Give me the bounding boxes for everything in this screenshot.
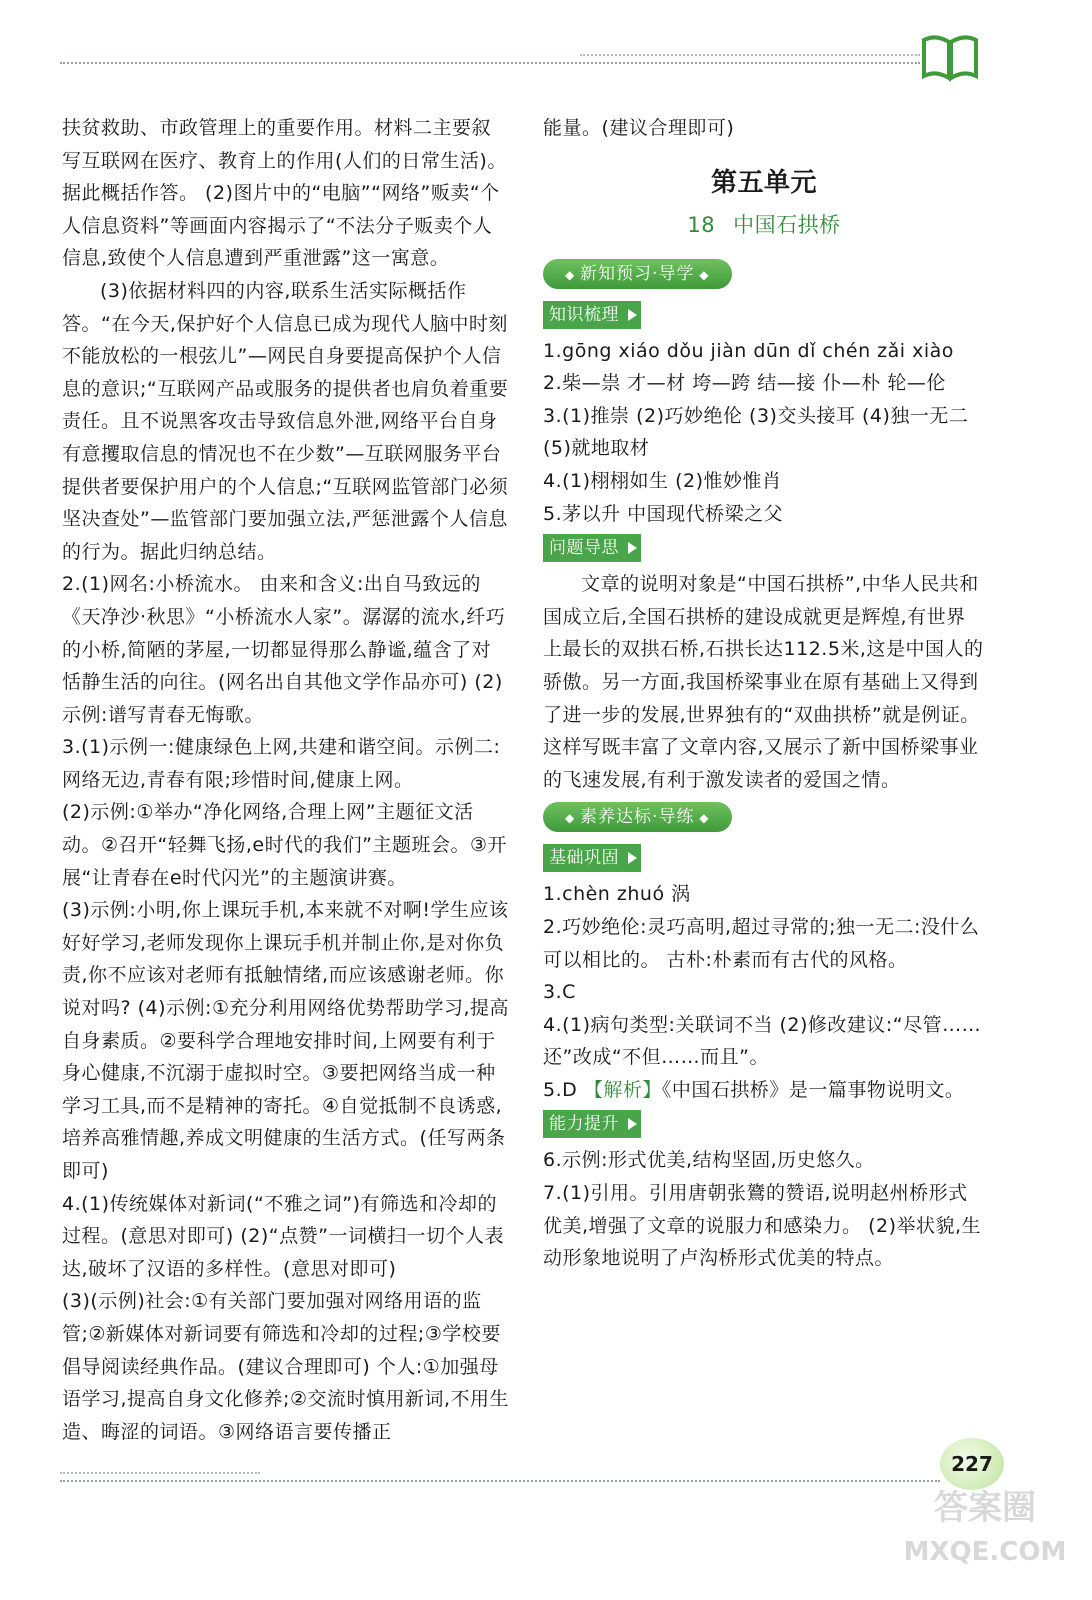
section-pill-practice: ◆ 素养达标·导练 ◆ — [543, 802, 732, 832]
left-paragraph-8: (3)(示例)社会:①有关部门要加强对网络用语的监管;②新媒体对新词要有筛选和冷却的过程;③学校要倡导阅读经典作品。(建议合理即可) 个人:①加强母语学习,提高自身文化修养;②交流时慎用新词,不用生造、晦涩的词语。③网络语言要传播正 — [62, 1290, 510, 1443]
left-paragraph-5: (2)示例:①举办“净化网络,合理上网”主题征文活动。②召开“轻舞飞扬,e时代的我们”主题班会。③开展“让青春在e时代闪光”的主题演讲赛。 — [62, 801, 507, 889]
left-paragraph-4: 3.(1)示例一:健康绿色上网,共建和谐空间。示例二:网络无边,青春有限;珍惜时间,健康上网。 — [62, 736, 501, 791]
open-book-icon — [920, 30, 980, 82]
watermark-line-2: MXQE.COM — [903, 1537, 1067, 1567]
lesson-number: 18 — [687, 212, 716, 237]
footer-dotted-line — [60, 1480, 940, 1482]
tag-ability: 能力提升 — [543, 1110, 641, 1138]
knowledge-item-3: 3.(1)推崇 (2)巧妙绝伦 (3)交头接耳 (4)独一无二 (5)就地取材 — [543, 404, 969, 460]
guide-paragraph: 文章的说明对象是“中国石拱桥”,中华人民共和国成立后,全国石拱桥的建设成就更是辉煌,有世界上最长的双拱石桥,石拱长达112.5米,这是中国人的骄傲。另一方面,我国桥梁事业在原有基础上又得到了进一步的发展,世界独有的“双曲拱桥”就是例证。这样写既丰富了文章内容,又展示了新中国桥梁事业的飞速发展,有利于激发读者的爱国之情。 — [543, 573, 984, 791]
right-column — [543, 112, 985, 1275]
tag-knowledge: 知识梳理 — [543, 301, 641, 329]
header-dotted-line — [60, 62, 920, 64]
basics-item-1: 1.chèn zhuó 涡 — [543, 883, 691, 906]
left-paragraph-1: 扶贫救助、市政管理上的重要作用。材料二主要叙写互联网在医疗、教育上的作用(人们的日常生活)。据此概括作答。 (2)图片中的“电脑”“网络”贩卖“个人信息资料”等画面内容揭示了“不法分子贩卖个人信息,致使个人信息遭到严重泄露”这一寓意。 — [62, 117, 507, 270]
basics-item-3: 3.C — [543, 981, 576, 1004]
lesson-heading — [543, 209, 985, 241]
watermark — [890, 1486, 1080, 1586]
left-column — [62, 112, 510, 1448]
basics-item-5 — [543, 1074, 985, 1107]
basics-item-2: 2.巧妙绝伦:灵巧高明,超过寻常的;独一无二:没什么可以相比的。 古朴:朴素而有古代的风格。 — [543, 915, 980, 971]
knowledge-item-5: 5.茅以升 中国现代桥梁之父 — [543, 502, 784, 525]
section-pill-preview: ◆ 新知预习·导学 ◆ — [543, 259, 732, 289]
knowledge-item-2: 2.柴—祟 才—材 垮—跨 结—接 仆—朴 轮—伦 — [543, 372, 946, 395]
footer-dotted-line-upper — [60, 1472, 260, 1474]
basics-item-4: 4.(1)病句类型:关联词不当 (2)修改建议:“尽管……还”改成“不但……而且”。 — [543, 1013, 982, 1069]
tag-guide: 问题导思 — [543, 534, 641, 562]
ability-item-2: 7.(1)引用。引用唐朝张鷟的赞语,说明赵州桥形式优美,增强了文章的说服力和感染力。 (2)举状貌,生动形象地说明了卢沟桥形式优美的特点。 — [543, 1182, 982, 1270]
lesson-title: 中国石拱桥 — [733, 212, 841, 237]
item5-prefix: 5.D — [543, 1078, 584, 1101]
page-number: 227 — [940, 1438, 1004, 1490]
tag-basics: 基础巩固 — [543, 844, 641, 872]
header-dotted-line-upper — [580, 54, 920, 56]
knowledge-item-4: 4.(1)栩栩如生 (2)惟妙惟肖 — [543, 469, 782, 492]
left-paragraph-2: (3)依据材料四的内容,联系生活实际概括作答。“在今天,保护好个人信息已成为现代人脑中时刻不能放松的一根弦儿”—网民自身要提高保护个人信息的意识;“互联网产品或服务的提供者也肩负着重要责任。且不说黑客攻击导致信息外泄,网络平台自身有意攫取信息的情况也不在少数”—互联网服务平台提供者要保护用户的个人信息;“互联网监管部门必须坚决查处”—监管部门要加强立法,严惩泄露个人信息的行为。据此归纳总结。 — [62, 279, 509, 563]
unit-title: 第五单元 — [710, 167, 817, 198]
item5-text: 《中国石拱桥》是一篇事物说明文。 — [661, 1078, 965, 1101]
left-paragraph-6: (3)示例:小明,你上课玩手机,本来就不对啊!学生应该好好学习,老师发现你上课玩手机并制止你,是对你负责,你不应该对老师有抵触情绪,而应该感谢老师。你说对吗? (4)示例:①充分利用网络优势帮助学习,提高自身素质。②要科学合理地安排时间,上网要有利于身心健康,不沉溺于虚拟时空。③要把网络当成一种学习工具,而不是精神的寄托。④自觉抵制不良诱惑,培养高雅情趣,养成文明健康的生活方式。(任写两条即可) — [62, 899, 510, 1182]
left-paragraph-3: 2.(1)网名:小桥流水。 由来和含义:出自马致远的《天净沙·秋思》“小桥流水人家”。潺潺的流水,纤巧的小桥,简陋的茅屋,一切都显得那么静谧,蕴含了对恬静生活的向往。(网名出自其他文学作品亦可) (2)示例:谱写青春无悔歌。 — [62, 573, 506, 726]
right-continuation: 能量。(建议合理即可) — [543, 117, 735, 139]
analysis-bracket: 【解析】 — [583, 1078, 662, 1101]
watermark-line-1: 答案圈 — [934, 1488, 1036, 1528]
left-paragraph-7: 4.(1)传统媒体对新词(“不雅之词”)有筛选和冷却的过程。(意思对即可) (2)“点赞”一词横扫一切个人表达,破坏了汉语的多样性。(意思对即可) — [62, 1192, 504, 1280]
knowledge-item-1: 1.gōng xiáo dǒu jiàn dūn dǐ chén zǎi xiào — [543, 339, 954, 362]
ability-item-1: 6.示例:形式优美,结构坚固,历史悠久。 — [543, 1149, 875, 1172]
